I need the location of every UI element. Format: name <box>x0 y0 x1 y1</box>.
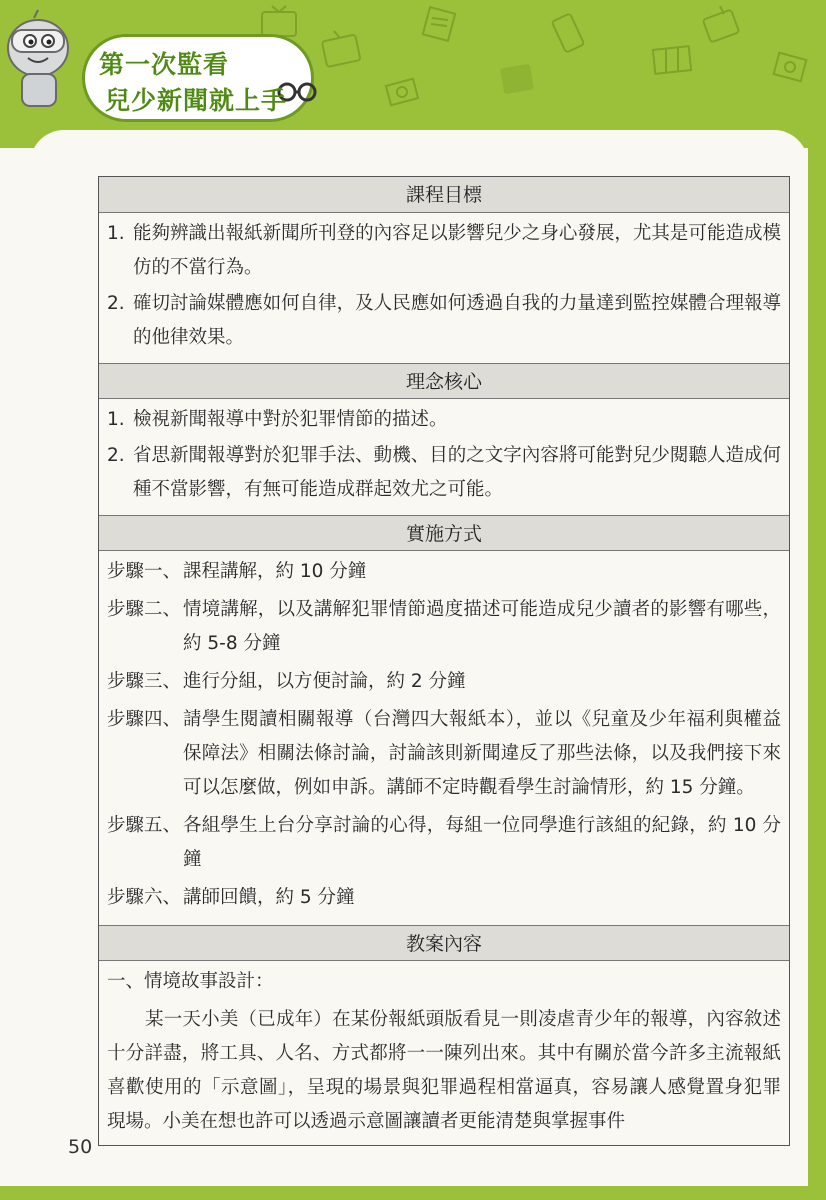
section-heading-goals: 課程目標 <box>99 177 789 213</box>
step-text: 進行分組，以方便討論，約 2 分鐘 <box>183 671 466 692</box>
step-label: 步驟五、 <box>107 815 182 836</box>
camera-icon <box>770 44 814 84</box>
page-number: 50 <box>68 1136 93 1158</box>
list-item <box>107 403 781 437</box>
step-item <box>107 593 781 661</box>
item-number: 2. <box>107 445 125 466</box>
section-heading-method: 實施方式 <box>99 515 789 551</box>
tv-icon <box>320 28 364 68</box>
item-text: 確切討論媒體應如何自律，及人民應如何透過自我的力量達到監控媒體合理報導的他律效果。 <box>133 293 781 348</box>
item-text: 省思新聞報導對於犯罪手法、動機、目的之文字內容將可能對兒少閱聽人造成何種不當影響，有無可能造成群起效尤之可能。 <box>133 445 781 500</box>
phone-icon <box>548 12 588 56</box>
step-text: 各組學生上台分享討論的心得，每組一位同學進行該組的紀錄，約 10 分鐘 <box>183 815 781 870</box>
section-heading-content: 教案內容 <box>99 925 789 961</box>
mascot-icon <box>4 8 80 118</box>
step-label: 步驟一、 <box>107 561 182 582</box>
step-item <box>107 665 781 699</box>
step-label: 步驟三、 <box>107 671 182 692</box>
content-subheading: 一、情境故事設計： <box>107 971 274 992</box>
tablet-icon <box>496 60 540 100</box>
step-label: 步驟四、 <box>107 709 182 730</box>
step-label: 步驟六、 <box>107 887 182 908</box>
lesson-plan-table <box>98 176 790 1146</box>
item-text: 能夠辨識出報紙新聞所刊登的內容足以影響兒少之身心發展，尤其是可能造成模仿的不當行為。 <box>133 223 781 278</box>
list-item <box>107 439 781 507</box>
tv-icon <box>260 4 300 38</box>
section-heading-core: 理念核心 <box>99 363 789 399</box>
step-item <box>107 555 781 589</box>
tv-icon <box>700 2 744 46</box>
list-item <box>107 217 781 285</box>
bottom-decorative-band <box>0 1186 826 1200</box>
title-bubble <box>82 34 314 122</box>
method-section <box>99 551 789 925</box>
title-line-2: 兒少新聞就上手 <box>105 86 288 115</box>
step-label: 步驟二、 <box>107 599 182 620</box>
step-item <box>107 809 781 877</box>
story-paragraph: 某一天小美（已成年）在某份報紙頭版看見一則凌虐青少年的報導，內容敘述十分詳盡，將工具、人名、方式都將一一陳列出來。其中有關於當今許多主流報紙喜歡使用的「示意圖」，呈現的場景與犯罪過程相當逼真，容易讓人感覺置身犯罪現場。小美在想也許可以透過示意圖讓讀者更能清楚與掌握事件 <box>107 1009 781 1132</box>
content-section <box>99 961 789 1145</box>
item-text: 檢視新聞報導中對於犯罪情節的描述。 <box>133 409 448 430</box>
step-item <box>107 703 781 805</box>
right-decorative-band <box>808 140 826 1200</box>
list-item <box>107 287 781 355</box>
item-number: 2. <box>107 293 125 314</box>
film-icon <box>650 40 696 80</box>
step-text: 講師回饋，約 5 分鐘 <box>183 887 355 908</box>
newspaper-icon <box>420 4 460 44</box>
step-text: 請學生閱讀相關報導（台灣四大報紙本），並以《兒童及少年福利與權益保障法》相關法條討論，討論該則新聞違反了那些法條，以及我們接下來可以怎麼做，例如申訴。講師不定時觀看學生討論情形，約 15 分鐘。 <box>183 709 781 798</box>
item-number: 1. <box>107 223 125 244</box>
step-item <box>107 881 781 915</box>
step-text: 情境講解，以及講解犯罪情節過度描述可能造成兒少讀者的影響有哪些，約 5-8 分鐘 <box>183 599 781 654</box>
item-number: 1. <box>107 409 125 430</box>
step-text: 課程講解，約 10 分鐘 <box>183 561 367 582</box>
title-line-1: 第一次監看 <box>99 50 230 79</box>
core-section <box>99 399 789 515</box>
camera-icon <box>382 70 424 110</box>
goals-section <box>99 213 789 363</box>
